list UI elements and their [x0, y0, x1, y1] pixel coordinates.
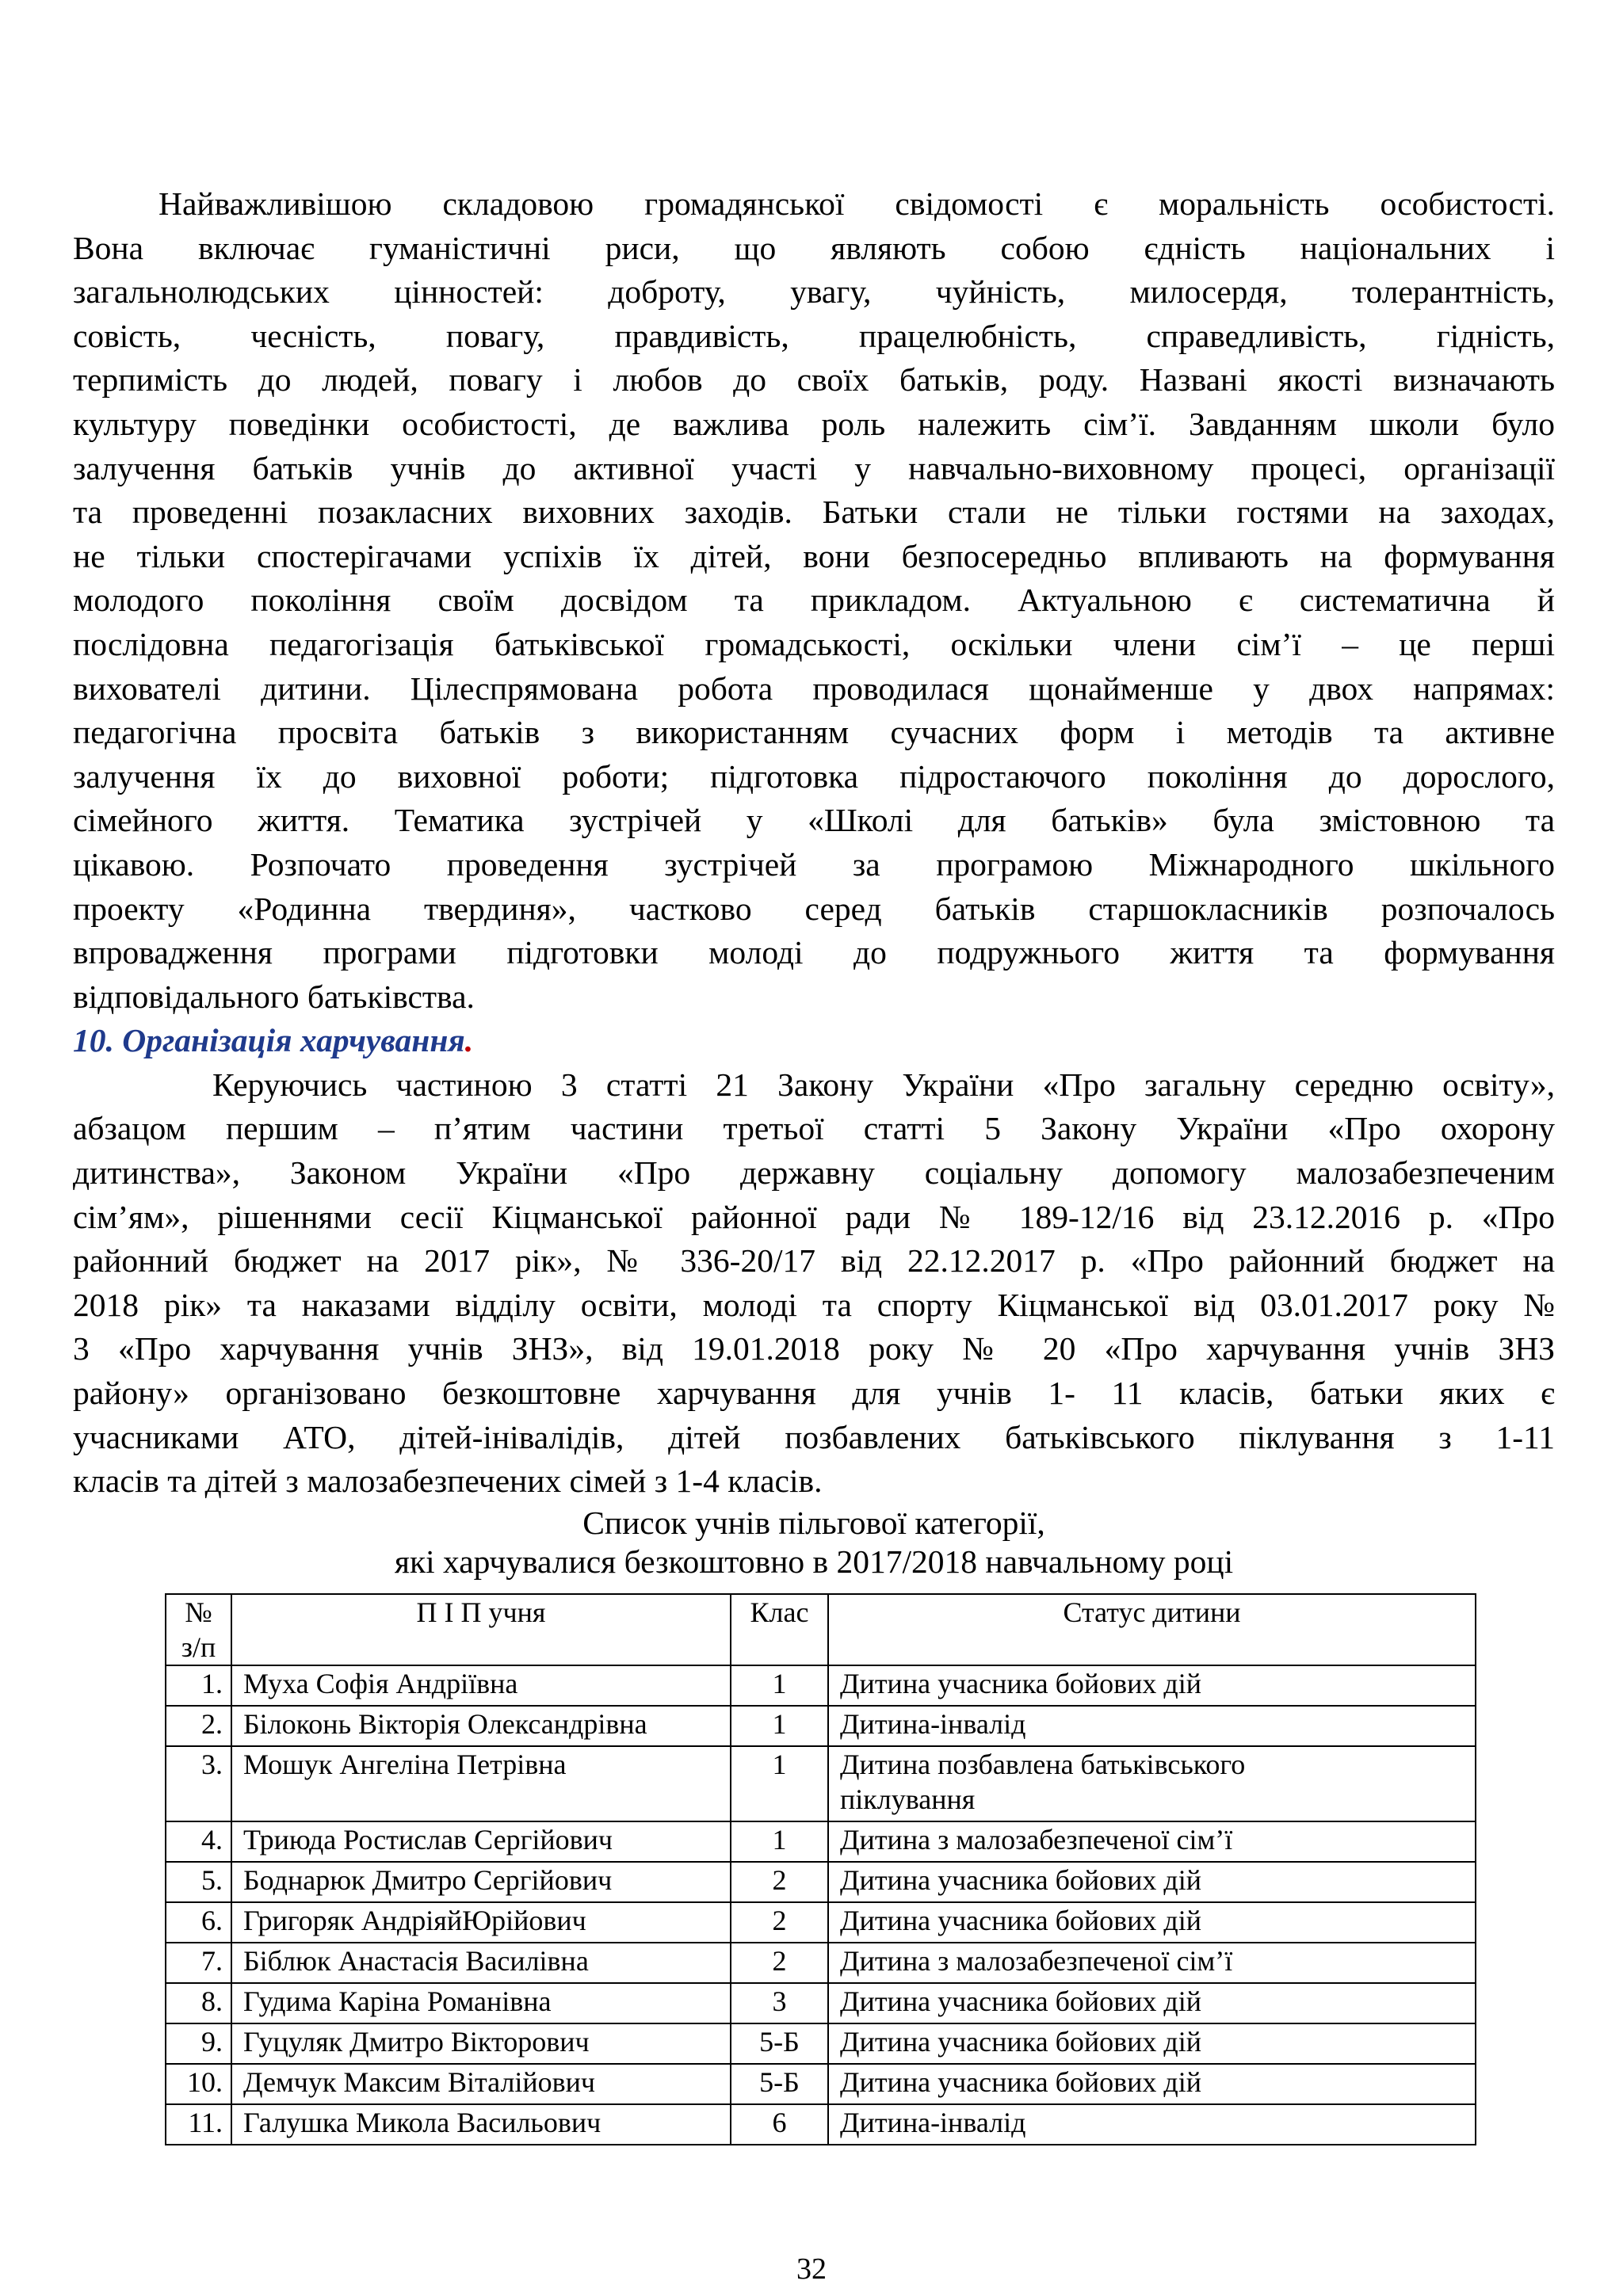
- row-status: Дитина учасника бойових дій: [828, 1862, 1476, 1902]
- row-grade: 5-Б: [731, 2023, 828, 2064]
- paragraph-line: Найважливішою складовою громадянської свідомості є моральність особистості.: [158, 185, 1555, 222]
- table-row: [166, 1983, 1476, 2023]
- header-grade: Клас: [731, 1594, 828, 1665]
- paragraph-line: залучення батьків учнів до активної участі у навчально-виховному процесі, організації: [73, 449, 1555, 486]
- row-grade: 2: [731, 1902, 828, 1943]
- header-number: [166, 1594, 231, 1665]
- table-row: [166, 1665, 1476, 1706]
- paragraph-line: послідовна педагогізація батьківської громадськості, оскільки члени сім’ї – це перші: [73, 625, 1555, 662]
- row-status: [828, 1746, 1476, 1821]
- section-title-dot: .: [464, 1022, 474, 1059]
- row-grade: 1: [731, 1706, 828, 1746]
- paragraph-nutrition: [73, 1063, 1555, 1504]
- table-caption-line: Список учнів пільгової категорії,: [582, 1504, 1045, 1541]
- row-grade: 5-Б: [731, 2064, 828, 2104]
- paragraph-line: 2018 рік» та наказами відділу освіти, молоді та спорту Кіцманської від 03.01.2017 року №: [73, 1286, 1555, 1323]
- row-grade: 2: [731, 1862, 828, 1902]
- row-name: Галушка Микола Васильович: [231, 2104, 731, 2145]
- section-title: 10. Організація харчування: [73, 1022, 465, 1059]
- page-number: 32: [796, 2252, 827, 2286]
- paragraph-line: молодого покоління своїм досвідом та прикладом. Актуальною є систематична й: [73, 582, 1555, 619]
- row-status: Дитина учасника бойових дій: [828, 1665, 1476, 1706]
- table-row: [166, 1746, 1476, 1821]
- paragraph-line: вихователі дитини. Цілеспрямована робота проводилася щонайменше у двох напрямах:: [73, 669, 1555, 707]
- row-name: Демчук Максим Віталійович: [231, 2064, 731, 2104]
- row-number: 8.: [166, 1983, 231, 2023]
- row-number: 3.: [166, 1746, 231, 1821]
- row-status: Дитина учасника бойових дій: [828, 1902, 1476, 1943]
- row-grade: 1: [731, 1821, 828, 1862]
- row-status-line: Дитина позбавлена батьківського: [840, 1749, 1246, 1780]
- row-number: 2.: [166, 1706, 231, 1746]
- paragraph-line: загальнолюдських цінностей: доброту, увагу, чуйність, милосердя, толерантність,: [73, 273, 1555, 311]
- row-status: Дитина учасника бойових дій: [828, 1983, 1476, 2023]
- table-header-row: [166, 1594, 1476, 1665]
- document-page: [73, 182, 1555, 1581]
- paragraph-line: проекту «Родинна твердиня», частково серед батьків старшокласників розпочалось: [73, 890, 1555, 927]
- students-table: [165, 1593, 1476, 2145]
- header-number-label: №: [185, 1596, 212, 1628]
- paragraph-moral-education: [73, 182, 1555, 1019]
- table-caption-line: які харчувалися безкоштовно в 2017/2018 навчальному році: [394, 1543, 1234, 1580]
- paragraph-line: сім’ям», рішеннями сесії Кіцманської районної ради № 189-12/16 від 23.12.2016 р. «Про: [73, 1198, 1555, 1235]
- table-row: [166, 1943, 1476, 1983]
- paragraph-line: дитинства», Законом України «Про державну соціальну допомогу малозабезпеченим: [73, 1154, 1555, 1192]
- row-name: Муха Софія Андріївна: [231, 1665, 731, 1706]
- row-status: Дитина учасника бойових дій: [828, 2064, 1476, 2104]
- paragraph-line: совість, чесність, повагу, правдивість, працелюбність, справедливість, гідність,: [73, 317, 1555, 354]
- row-number: 5.: [166, 1862, 231, 1902]
- paragraph-line: учасниками АТО, дітей-інівалідів, дітей позбавлених батьківського піклування з 1-11: [73, 1418, 1555, 1455]
- table-row: [166, 2104, 1476, 2145]
- row-number: 7.: [166, 1943, 231, 1983]
- paragraph-line: педагогічна просвіта батьків з використанням сучасних форм і методів та активне: [73, 714, 1555, 751]
- row-status: Дитина учасника бойових дій: [828, 2023, 1476, 2064]
- paragraph-line: цікавою. Розпочато проведення зустрічей за програмою Міжнародного шкільного: [73, 845, 1555, 883]
- row-name: Мошук Ангеліна Петрівна: [231, 1746, 731, 1821]
- paragraph-line: Вона включає гуманістичні риси, що являють собою єдність національних і: [73, 229, 1555, 266]
- row-grade: 6: [731, 2104, 828, 2145]
- row-number: 10.: [166, 2064, 231, 2104]
- row-name: Біблюк Анастасія Василівна: [231, 1943, 731, 1983]
- paragraph-line: відповідального батьківства.: [73, 978, 475, 1015]
- header-name: П І П учня: [231, 1594, 731, 1665]
- paragraph-line: Керуючись частиною 3 статті 21 Закону України «Про загальну середню освіту»,: [212, 1066, 1555, 1103]
- paragraph-line: культуру поведінки особистості, де важлива роль належить сім’ї. Завданням школи було: [73, 405, 1555, 442]
- row-number: 4.: [166, 1821, 231, 1862]
- row-status-line: піклування: [840, 1783, 976, 1815]
- row-name: Білоконь Вікторія Олександрівна: [231, 1706, 731, 1746]
- row-name: Гудима Каріна Романівна: [231, 1983, 731, 2023]
- paragraph-line: класів та дітей з малозабезпечених сімей з 1-4 класів.: [73, 1463, 823, 1500]
- paragraph-line: та проведенні позакласних виховних заходів. Батьки стали не тільки гостями на заходах,: [73, 494, 1555, 531]
- row-name: Гуцуляк Дмитро Вікторович: [231, 2023, 731, 2064]
- table-row: [166, 1902, 1476, 1943]
- row-name: Григоряк АндріяйЮрійович: [231, 1902, 731, 1943]
- table-row: [166, 1821, 1476, 1862]
- table-row: [166, 1862, 1476, 1902]
- paragraph-line: залучення їх до виховної роботи; підготовка підростаючого покоління до дорослого,: [73, 757, 1555, 795]
- row-grade: 3: [731, 1983, 828, 2023]
- table-caption: [73, 1504, 1555, 1581]
- row-grade: 1: [731, 1665, 828, 1706]
- row-status: Дитина-інвалід: [828, 2104, 1476, 2145]
- row-grade: 1: [731, 1746, 828, 1821]
- paragraph-line: сімейного життя. Тематика зустрічей у «Школі для батьків» була змістовною та: [73, 802, 1555, 839]
- row-number: 11.: [166, 2104, 231, 2145]
- paragraph-line: району» організовано безкоштовне харчування для учнів 1- 11 класів, батьки яких є: [73, 1375, 1555, 1412]
- row-status: Дитина-інвалід: [828, 1706, 1476, 1746]
- section-heading: [73, 1019, 1555, 1063]
- paragraph-line: терпимість до людей, повагу і любов до своїх батьків, роду. Названі якості визначають: [73, 361, 1555, 399]
- table-row: [166, 2064, 1476, 2104]
- row-number: 9.: [166, 2023, 231, 2064]
- paragraph-line: районний бюджет на 2017 рік», № 336-20/17 від 22.12.2017 р. «Про районний бюджет на: [73, 1242, 1555, 1280]
- row-status: Дитина з малозабезпеченої сім’ї: [828, 1821, 1476, 1862]
- row-name: Боднарюк Дмитро Сергійович: [231, 1862, 731, 1902]
- table-row: [166, 2023, 1476, 2064]
- paragraph-line: абзацом першим – п’ятим частини третьої статті 5 Закону України «Про охорону: [73, 1110, 1555, 1147]
- row-number: 1.: [166, 1665, 231, 1706]
- header-status: Статус дитини: [828, 1594, 1476, 1665]
- table-row: [166, 1706, 1476, 1746]
- paragraph-line: 3 «Про харчування учнів ЗНЗ», від 19.01.2018 року № 20 «Про харчування учнів ЗНЗ: [73, 1330, 1555, 1367]
- row-name: Триюда Ростислав Сергійович: [231, 1821, 731, 1862]
- paragraph-line: впровадження програми підготовки молоді до подружнього життя та формування: [73, 934, 1555, 971]
- row-grade: 2: [731, 1943, 828, 1983]
- header-number-label: з/п: [181, 1631, 216, 1663]
- paragraph-line: не тільки спостерігачами успіхів їх дітей, вони безпосередньо впливають на формування: [73, 537, 1555, 574]
- row-number: 6.: [166, 1902, 231, 1943]
- row-status: Дитина з малозабезпеченої сім’ї: [828, 1943, 1476, 1983]
